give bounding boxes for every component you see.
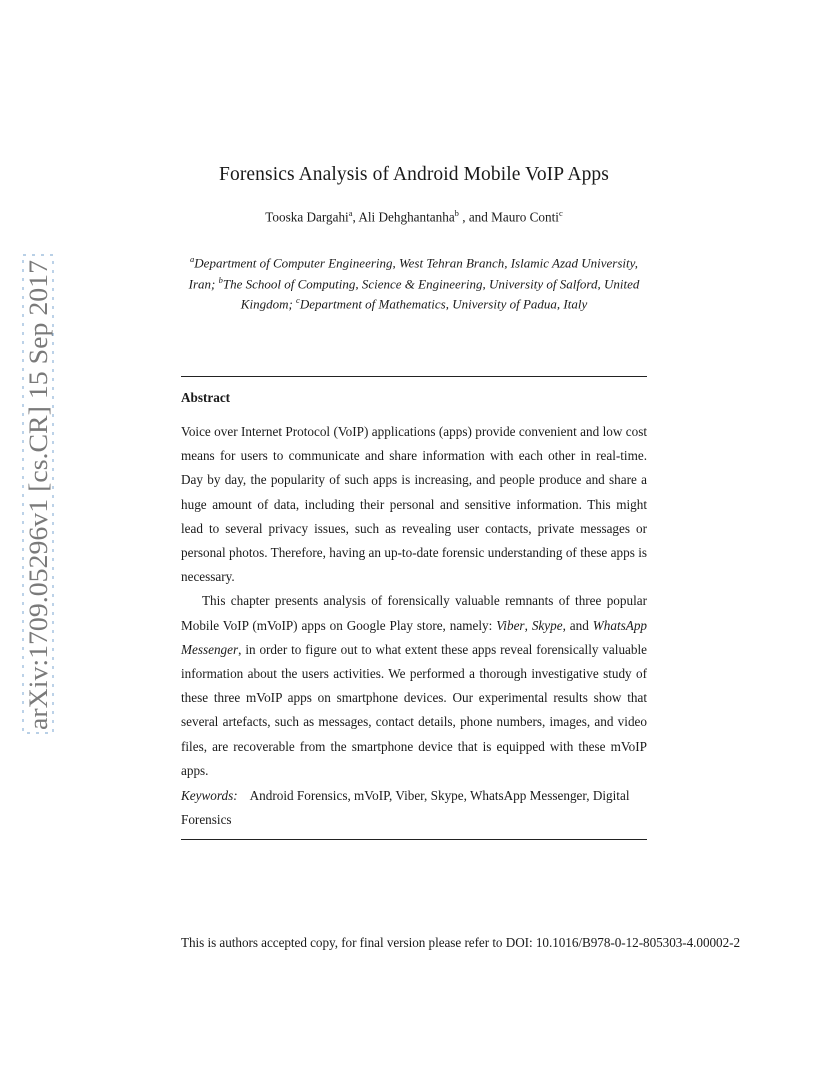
author-name: Tooska Dargahi [265, 209, 349, 225]
author-affiliation-mark: a [348, 208, 353, 218]
abstract-paragraph: Voice over Internet Protocol (VoIP) applications (apps) provide convenient and low cost means for users to communicate and share information with each other in real-time. Day by day, the popularity of such apps is increasing, and people produce and share a huge amount of data, including their personal and sensitive information. This might lead to several privacy issues, such as revealing user contacts, private messages or personal photos. Therefore, having an up-to-date forensic understanding of these apps is necessary. [181, 424, 647, 585]
author-list [0, 208, 828, 225]
abstract-text: This chapter presents analysis of forensically valuable remnants of three popular Mobile VoIP (mVoIP) apps on Google Play store, namely: [181, 593, 647, 633]
arxiv-stamp [22, 254, 54, 734]
affiliation-text: Department of Computer Engineering, West Tehran Branch, Islamic Azad University, Iran [188, 255, 638, 291]
abstract-heading: Abstract [181, 390, 231, 405]
app-name-skype: Skype [531, 617, 563, 633]
affiliation-separator: ; [211, 275, 219, 291]
abstract-paragraph [181, 589, 647, 783]
keywords-text: Android Forensics, mVoIP, Viber, Skype, WhatsApp Messenger, Digital Forensics [181, 788, 630, 828]
app-name-whatsapp: WhatsApp Messenger [181, 617, 648, 657]
abstract-bottom-rule [181, 839, 647, 840]
affiliation-mark: a [190, 254, 195, 264]
author-affiliation-mark: c [558, 208, 563, 218]
author-separator: , [352, 209, 359, 225]
author-name: Ali Dehghantanha [358, 209, 455, 225]
affiliations [178, 251, 650, 313]
app-name-viber: Viber [496, 617, 525, 633]
arxiv-stamp-text: arXiv:1709.05296v1 [cs.CR] 15 Sep 2017 [23, 282, 53, 730]
keywords-label: Keywords: [181, 788, 238, 803]
abstract-text: , in order to figure out to what extent these apps reveal forensically valuable information about the users activities. We performed a thorough investigative study of these three mVoIP apps on smartphone devices. Our experimental results show that several artefacts, such as messages, contact details, phone numbers, images, and video files, are recoverable from the smartphone device that is equipped with these mVoIP apps. [181, 641, 647, 778]
affiliation-mark: b [218, 274, 223, 285]
paper-title: Forensics Analysis of Android Mobile VoIP Apps [219, 164, 609, 185]
abstract-text: , and [562, 617, 593, 633]
abstract-top-rule [181, 376, 647, 377]
keywords [181, 784, 647, 832]
abstract-body [181, 420, 647, 783]
affiliation-mark: c [296, 295, 300, 306]
affiliation-text: Department of Mathematics, University of Padua, Italy [299, 296, 588, 312]
affiliation-text: The School of Computing, Science & Engineering, University of Salford, United Kingdom [222, 275, 640, 312]
abstract-text: , [524, 617, 532, 633]
author-affiliation-mark: b [454, 208, 459, 218]
doi-footnote: This is authors accepted copy, for final version please refer to DOI: 10.1016/B978-0-12-805303-4.00002-2 [181, 935, 741, 950]
affiliation-separator: ; [288, 296, 297, 312]
author-separator: , and [458, 209, 492, 225]
author-name: Mauro Conti [491, 209, 559, 225]
